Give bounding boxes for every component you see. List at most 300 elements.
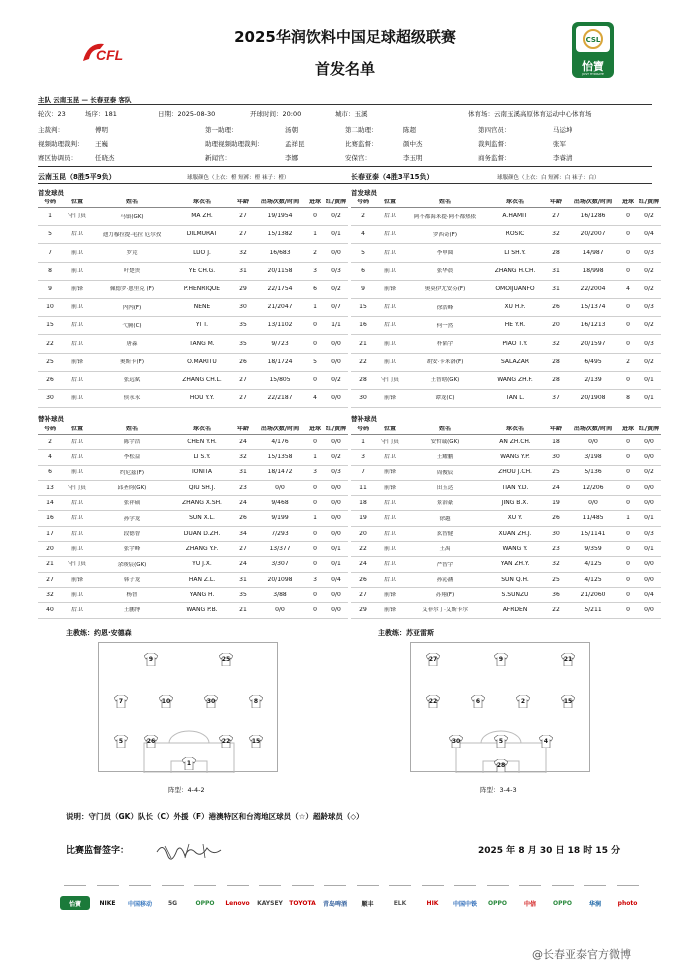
- away-starters-cell: 0/2: [644, 358, 654, 365]
- home-starters-col-6: 进球: [308, 198, 321, 205]
- away-subs-cell: 0/0: [644, 561, 654, 568]
- home-subs-cell: 1: [313, 454, 317, 461]
- home-subs-cell: 9/199: [271, 515, 289, 522]
- home-subs-cell: 0/1: [331, 561, 341, 568]
- home-starters-cell: 15: [46, 322, 54, 329]
- sponsor-logo-4: OPPO: [195, 899, 215, 907]
- csl-brand: 怡寶: [582, 60, 604, 73]
- away-subs-cell: 20: [359, 530, 367, 537]
- home-starters-cell: 27: [239, 231, 247, 238]
- away-starters-row: [351, 281, 661, 299]
- away-starters-cell: 0: [626, 267, 630, 274]
- sponsor-logo-0: 怡寶: [60, 896, 90, 910]
- away-subs-cell: 24: [552, 484, 560, 491]
- away-starters-cell: 6: [361, 267, 365, 274]
- home-subs-cell: 3/88: [273, 591, 287, 598]
- away-lineup-player: [494, 653, 508, 666]
- home-starters-cell: 21/2047: [267, 304, 293, 311]
- away-starters-cell: 0/2: [644, 213, 654, 220]
- away-starters-cell: 张华晨: [436, 268, 454, 275]
- home-starters-cell: 0: [313, 376, 317, 383]
- away-subs-cell: 26: [552, 515, 560, 522]
- away-starters-col-6: 进球: [621, 198, 634, 205]
- away-starters-cell: 20: [552, 322, 560, 329]
- home-starters-cell: 前卫: [70, 395, 83, 402]
- home-starters-cell: 35: [239, 322, 247, 329]
- home-subs-cell: QIU SH.J.: [188, 484, 216, 491]
- home-starters-cell: 2: [313, 249, 317, 256]
- official-role-9: 新闻官：: [205, 154, 231, 162]
- away-starters-cell: 前锋: [383, 395, 396, 402]
- home-subs-row: [38, 435, 348, 450]
- away-subs-row: [351, 557, 661, 572]
- away-subs-cell: 22: [359, 545, 367, 552]
- jersey-number: 10: [161, 698, 171, 705]
- away-subs-cell: 0/0: [644, 607, 654, 614]
- home-starters-cell: 奥斯卡(F): [120, 359, 144, 366]
- official-role-5: 助理视频助理裁判：: [205, 140, 264, 148]
- away-starters-cell: 15/1374: [580, 304, 606, 311]
- home-subs-cell: 31: [239, 576, 247, 583]
- away-starters-cell: 0: [626, 304, 630, 311]
- official-role-3: 第四官员：: [478, 126, 511, 134]
- home-subs-cell: 后卫: [70, 607, 83, 614]
- away-starters-cell: 后卫: [383, 231, 396, 238]
- away-subs-cell: 0/0: [588, 500, 598, 507]
- home-subs-cell: 0/0: [275, 607, 285, 614]
- home-subs-cell: 13/377: [269, 545, 291, 552]
- away-starters-cell: 5: [361, 249, 365, 256]
- home-subs-table: [38, 424, 348, 619]
- home-subs-cell: 杨智: [126, 592, 138, 599]
- home-starters-cell: 0/2: [331, 376, 341, 383]
- home-subs-cell: 0/0: [331, 530, 341, 537]
- away-starters-row: [351, 390, 661, 408]
- home-subs-cell: 前卫: [70, 545, 83, 552]
- official-name-11: 李睿清: [553, 154, 573, 162]
- official-role-11: 商务监督：: [478, 154, 511, 162]
- away-subs-cell: 王耀鹏: [436, 454, 454, 461]
- away-starters-col-0: 号码: [356, 198, 369, 205]
- home-starters-cell: 15/805: [269, 376, 291, 383]
- home-starters-cell: 1: [313, 304, 317, 311]
- away-starters-cell: SALAZAR: [501, 358, 529, 365]
- official-name-4: 王巍: [95, 140, 108, 148]
- home-subs-cell: 32: [239, 454, 247, 461]
- jersey-number: 21: [563, 656, 573, 663]
- legend-note: 说明：守门员（GK）队长（C）外援（F）港澳特区和台湾地区球员（☆）超龄球员（◇）: [66, 812, 364, 821]
- home-lineup-player: [144, 653, 158, 666]
- away-subs-row: [351, 496, 661, 511]
- away-subs-cell: 3: [361, 454, 365, 461]
- home-starters-cell: 内内(F): [122, 304, 142, 311]
- home-subs-cell: 前锋: [70, 576, 83, 583]
- home-starters-cell: 罗竞: [126, 249, 138, 256]
- away-subs-cell: 7: [361, 469, 365, 476]
- sponsor-logo-12: 中国中铁: [452, 900, 477, 908]
- match-info-3: 开球时间：20:00: [250, 110, 302, 118]
- away-starters-cell: 2: [626, 358, 630, 365]
- away-starters-cell: 前锋: [383, 286, 396, 293]
- home-starters-cell: ZHANG CH.L.: [182, 376, 222, 383]
- away-starters-row: [351, 372, 661, 390]
- home-subs-col-3: 球衣名: [192, 425, 211, 432]
- away-starters-label: 首发球员: [351, 189, 377, 197]
- away-starters-cell: 0: [626, 322, 630, 329]
- home-subs-cell: 0/2: [331, 454, 341, 461]
- away-subs-cell: 25: [552, 576, 560, 583]
- home-starters-cell: 0/1: [331, 231, 341, 238]
- away-starters-header-row: [351, 197, 661, 208]
- away-starters-row: [351, 317, 661, 335]
- away-subs-cell: 4/125: [584, 576, 602, 583]
- home-starters-cell: 25: [46, 358, 54, 365]
- home-starters-cell: 16/683: [269, 249, 291, 256]
- home-starters-cell: 1: [48, 213, 52, 220]
- home-starters-cell: HOU Y.Y.: [189, 395, 215, 402]
- home-subs-cell: 0/0: [331, 607, 341, 614]
- home-subs-cell: ZHANG X.SH.: [182, 500, 222, 507]
- home-subs-header-row: [38, 424, 348, 435]
- away-starters-cell: 2: [361, 213, 365, 220]
- home-starters-cell: LUO J.: [193, 249, 211, 256]
- home-starters-cell: YE CH.G.: [188, 267, 216, 274]
- home-subs-cell: 约尼兹(F): [120, 469, 144, 476]
- jersey-number: 9: [148, 656, 154, 663]
- away-subs-cell: 5/211: [584, 607, 602, 614]
- home-subs-cell: 40: [46, 607, 54, 614]
- away-starters-col-2: 姓名: [438, 198, 451, 205]
- home-starters-cell: 后卫: [70, 376, 83, 383]
- jersey-number: 30: [206, 698, 216, 705]
- home-subs-cell: 17: [46, 530, 54, 537]
- official-name-5: 孟祥昆: [285, 140, 305, 148]
- home-subs-cell: 守门员: [67, 561, 86, 568]
- home-starters-table: [38, 197, 348, 408]
- sponsor-logo-11: HIK: [426, 899, 439, 907]
- home-subs-cell: 后卫: [70, 530, 83, 537]
- away-starters-cell: 0/4: [644, 231, 654, 238]
- home-starters-cell: TANG M.: [189, 340, 215, 347]
- home-subs-cell: 32: [46, 591, 54, 598]
- away-subs-cell: 0/0: [588, 438, 598, 445]
- away-starters-cell: ROSIĆ: [505, 231, 525, 238]
- away-starters-cell: 前卫: [383, 358, 396, 365]
- away-subs-cell: 周俊辰: [436, 469, 454, 476]
- away-subs-cell: 后卫: [383, 576, 396, 583]
- signature-label: 比赛监督签字：: [66, 846, 130, 856]
- away-subs-row: [351, 435, 661, 450]
- home-subs-row: [38, 496, 348, 511]
- away-starters-cell: 阿不都海米提·阿不都热依: [413, 213, 477, 220]
- home-subs-row: [38, 511, 348, 526]
- sponsor-caption-7: [288, 883, 318, 887]
- home-starters-cell: 20/1158: [267, 267, 293, 274]
- away-subs-cell: 0: [626, 438, 630, 445]
- away-subs-cell: 前锋: [383, 607, 396, 614]
- jersey-number: 15: [563, 698, 573, 705]
- away-starters-cell: 朴韬宇: [436, 340, 454, 347]
- home-starters-cell: 前锋: [70, 358, 83, 365]
- away-subs-row: [351, 481, 661, 496]
- home-starters-cell: 前卫: [70, 304, 83, 311]
- away-subs-row: [351, 511, 661, 526]
- away-subs-cell: 18: [359, 500, 367, 507]
- home-lineup-player: [114, 735, 128, 748]
- away-starters-cell: 何一然: [436, 322, 454, 329]
- away-subs-cell: 0/2: [644, 469, 654, 476]
- sponsor-caption-5: [223, 883, 253, 887]
- sponsor-caption-3: [158, 883, 188, 887]
- away-subs-cell: 0/0: [644, 500, 654, 507]
- home-subs-cell: 16: [46, 515, 54, 522]
- jersey-number: 4: [543, 738, 549, 745]
- away-subs-cell: 0: [626, 469, 630, 476]
- home-starters-cell: 18/1724: [267, 358, 293, 365]
- away-subs-cell: 0: [626, 576, 630, 583]
- official-name-9: 李娜: [285, 154, 298, 162]
- home-subs-cell: 31: [239, 469, 247, 476]
- home-subs-row: [38, 527, 348, 542]
- away-starters-row: [351, 208, 661, 226]
- away-subs-cell: 0: [626, 545, 630, 552]
- away-starters-cell: 谭龙(C): [435, 395, 455, 402]
- away-starters-cell: 0/3: [644, 249, 654, 256]
- home-starters-cell: 张远斌: [123, 377, 141, 384]
- away-subs-cell: 18: [552, 438, 560, 445]
- home-subs-cell: 0: [313, 438, 317, 445]
- home-subs-cell: 9/468: [271, 500, 289, 507]
- away-lineup-player: [449, 735, 463, 748]
- home-starters-cell: 迪力穆拉提·毛拉 厄尔孜: [102, 231, 162, 238]
- away-subs-cell: 后卫: [383, 530, 396, 537]
- home-subs-col-5: 出场次数/时间: [260, 425, 300, 432]
- jersey-number: 8: [253, 698, 259, 705]
- away-lineup-player: [516, 695, 530, 708]
- home-subs-cell: YU J.X.: [192, 561, 212, 568]
- home-lineup-player: [249, 735, 263, 748]
- home-subs-cell: 0/0: [331, 500, 341, 507]
- away-subs-cell: 12/206: [582, 484, 604, 491]
- away-subs-row: [351, 573, 661, 588]
- away-subs-cell: 26: [359, 576, 367, 583]
- away-subs-col-7: 红/黄牌: [638, 425, 660, 432]
- home-starters-cell: 0/0: [331, 358, 341, 365]
- home-subs-cell: 段德智: [123, 530, 141, 537]
- home-starters-cell: 唐淼: [126, 340, 138, 347]
- home-starters-cell: 马镇(GK): [120, 213, 144, 220]
- home-starters-cell: 后卫: [70, 322, 83, 329]
- away-starters-cell: 20/1597: [580, 340, 606, 347]
- away-starters-cell: 20/1908: [580, 395, 606, 402]
- away-subs-cell: 田玉达: [436, 485, 454, 492]
- away-starters-cell: 前卫: [383, 267, 396, 274]
- home-starters-row: [38, 226, 348, 244]
- official-role-1: 第一助理：: [205, 126, 238, 134]
- home-subs-cell: 26: [239, 515, 247, 522]
- signature-date: 2025 年 8 月 30 日 18 时 15 分: [478, 846, 621, 856]
- away-subs-cell: 36: [552, 591, 560, 598]
- away-starters-cell: 31: [552, 267, 560, 274]
- home-subs-cell: 0/0: [331, 515, 341, 522]
- home-starters-cell: 0/7: [331, 304, 341, 311]
- home-starters-cell: NENE: [193, 304, 211, 311]
- away-starters-cell: 16: [359, 322, 367, 329]
- home-starters-col-5: 出场次数/时间: [260, 198, 300, 205]
- home-starters-col-3: 球衣名: [192, 198, 211, 205]
- home-starters-cell: 27: [239, 395, 247, 402]
- home-subs-cell: IONITA: [191, 469, 213, 476]
- home-starters-cell: 13/1102: [267, 322, 293, 329]
- csl-tiny: JUST HYDRATE: [582, 72, 604, 76]
- home-subs-row: [38, 573, 348, 588]
- away-subs-cell: 严智宇: [436, 561, 454, 568]
- away-subs-cell: YAN ZH.Y.: [500, 561, 530, 568]
- away-subs-cell: 0: [626, 454, 630, 461]
- away-starters-col-5: 出场次数/时间: [573, 198, 613, 205]
- home-coach: 主教练：约恩·安德森: [66, 629, 132, 637]
- away-starters-cell: 0/2: [644, 267, 654, 274]
- home-starters-cell: 叶楚贵: [123, 268, 141, 275]
- official-role-10: 安保官：: [345, 154, 371, 162]
- home-subs-cell: 后卫: [70, 515, 83, 522]
- away-subs-cell: 0/0: [644, 484, 654, 491]
- sponsor-caption-15: [548, 883, 578, 887]
- home-starters-cell: 19/1954: [267, 213, 293, 220]
- official-role-0: 主裁判：: [38, 126, 64, 134]
- home-starters-cell: 1/1: [331, 322, 341, 329]
- away-starters-cell: 15: [359, 304, 367, 311]
- away-starters-table: [351, 197, 661, 408]
- jersey-number: 5: [118, 738, 124, 745]
- home-subs-cell: 21: [46, 561, 54, 568]
- away-subs-cell: 0: [626, 607, 630, 614]
- home-lineup-player: [159, 695, 173, 708]
- away-starters-cell: 18/998: [582, 267, 604, 274]
- home-subs-row: [38, 542, 348, 557]
- home-starters-cell: 9: [48, 286, 52, 293]
- away-starters-cell: 31: [552, 286, 560, 293]
- home-starters-cell: 后卫: [70, 340, 83, 347]
- away-subs-cell: 前锋: [383, 484, 396, 491]
- home-subs-cell: 13: [46, 484, 54, 491]
- away-starters-cell: 27: [552, 213, 560, 220]
- sponsor-logo-15: OPPO: [553, 899, 572, 907]
- home-starters-cell: 0/0: [331, 249, 341, 256]
- away-starters-cell: 0: [626, 213, 630, 220]
- away-subs-cell: 前卫: [383, 545, 396, 552]
- home-starters-cell: 守门员: [67, 213, 86, 220]
- away-subs-cell: SUN Q.H.: [501, 576, 529, 583]
- home-starters-cell: 1: [313, 231, 317, 238]
- away-starters-col-1: 位置: [383, 198, 396, 205]
- away-subs-cell: JING B.X.: [501, 500, 529, 507]
- jersey-number: 26: [146, 738, 156, 745]
- home-subs-col-4: 年龄: [236, 425, 249, 432]
- home-subs-cell: 14: [46, 500, 54, 507]
- home-starters-cell: 6: [313, 286, 317, 293]
- home-subs-cell: 孙学龙: [123, 515, 141, 522]
- home-subs-cell: 27: [239, 545, 247, 552]
- away-starters-col-4: 年龄: [549, 198, 562, 205]
- home-subs-cell: 王鹏博: [123, 607, 141, 614]
- home-subs-cell: 0/0: [275, 484, 285, 491]
- away-starters-cell: 后卫: [383, 213, 396, 220]
- home-starters-cell: 10: [46, 304, 54, 311]
- away-starters-cell: 奥莫伊尤安芬(F): [424, 286, 466, 293]
- away-starters-cell: 0/1: [644, 395, 654, 402]
- home-lineup-player: [204, 695, 218, 708]
- away-starters-cell: HE Y.R.: [504, 322, 526, 329]
- sponsor-caption-14: [515, 883, 545, 887]
- jersey-number: 5: [498, 738, 504, 745]
- away-starters-cell: 前卫: [383, 340, 396, 347]
- home-subs-col-1: 位置: [70, 425, 83, 432]
- away-starters-row: [351, 299, 661, 317]
- home-subs-row: [38, 557, 348, 572]
- home-starters-row: [38, 263, 348, 281]
- home-subs-cell: 0: [313, 607, 317, 614]
- away-subs-cell: 0: [626, 561, 630, 568]
- official-role-6: 比赛监督：: [345, 140, 378, 148]
- home-subs-cell: 2: [48, 438, 52, 445]
- home-starters-cell: 0/3: [331, 267, 341, 274]
- home-starters-row: [38, 208, 348, 226]
- home-lineup-player: [219, 653, 233, 666]
- home-lineup-player: [144, 735, 158, 748]
- away-starters-cell: 0: [626, 376, 630, 383]
- away-starters-cell: A.HAMIT: [502, 213, 528, 220]
- away-starters-cell: 28: [359, 376, 367, 383]
- home-starters-cell: 后卫: [70, 231, 83, 238]
- jersey-number: 22: [221, 738, 231, 745]
- home-subs-row: [38, 588, 348, 603]
- away-subs-label: 替补球员: [351, 415, 377, 423]
- home-starters-cell: P.HENRIQUE: [183, 286, 221, 293]
- away-starters-cell: 0/1: [644, 376, 654, 383]
- home-subs-cell: ZHANG Y.F.: [185, 545, 219, 552]
- match-info-0: 轮次：23: [38, 110, 66, 118]
- home-kit: 球服颜色（上衣：橙 短裤：橙 袜子：橙）: [187, 175, 290, 181]
- away-subs-row: [351, 603, 661, 618]
- home-subs-cell: 守门员: [67, 484, 86, 491]
- away-subs-row: [351, 588, 661, 603]
- home-subs-cell: 6: [48, 469, 52, 476]
- away-lineup-player: [539, 735, 553, 748]
- away-subs-cell: 19: [552, 500, 560, 507]
- svg-text:CSL: CSL: [585, 36, 601, 44]
- home-subs-cell: 0/0: [331, 591, 341, 598]
- home-subs-cell: SUN X.L.: [189, 515, 215, 522]
- away-starters-cell: 14/987: [582, 249, 604, 256]
- home-starters-cell: 22: [46, 340, 54, 347]
- away-subs-cell: 0/0: [644, 438, 654, 445]
- home-subs-cell: 23: [239, 484, 247, 491]
- home-subs-cell: 0: [313, 561, 317, 568]
- away-subs-cell: 后卫: [383, 500, 396, 507]
- home-starters-cell: 9/723: [271, 340, 289, 347]
- home-starters-cell: 26: [46, 376, 54, 383]
- home-starters-cell: 22/1754: [267, 286, 293, 293]
- sponsor-caption-9: [353, 883, 383, 887]
- away-subs-cell: 30: [552, 454, 560, 461]
- home-subs-cell: 7/293: [271, 530, 289, 537]
- home-starters-row: [38, 372, 348, 390]
- away-starters-cell: LI SH.Y.: [504, 249, 526, 256]
- home-subs-cell: 35: [239, 591, 247, 598]
- away-starters-cell: 后卫: [383, 249, 396, 256]
- away-subs-cell: ZHOU J.CH.: [498, 469, 532, 476]
